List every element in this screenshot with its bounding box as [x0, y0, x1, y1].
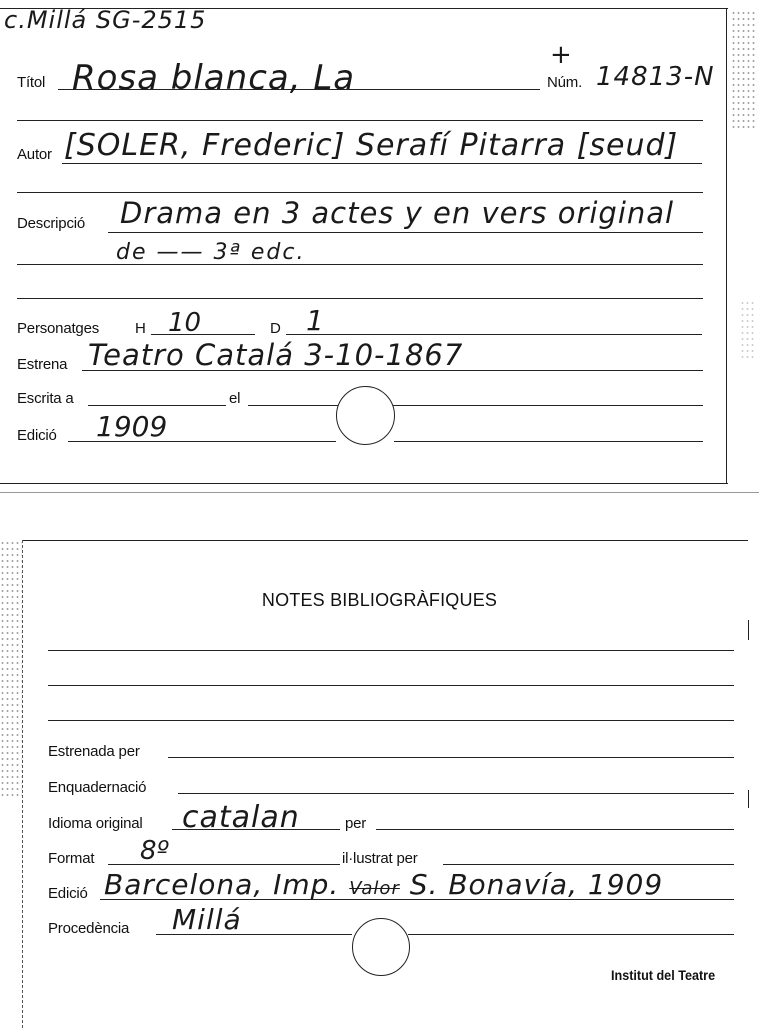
edicio2-label: Edició	[48, 885, 88, 902]
ruled-line	[48, 650, 734, 651]
estrena-label: Estrena	[17, 356, 68, 373]
notes-title: NOTES BIBLIOGRÀFIQUES	[261, 590, 498, 610]
edicio-line-right	[394, 441, 703, 442]
format-value: 8º	[140, 836, 169, 866]
num-label: Núm.	[547, 74, 583, 91]
scan-noise	[0, 540, 22, 800]
estrenada-label: Estrenada per	[48, 743, 140, 760]
illustrat-label: il·lustrat per	[342, 850, 418, 867]
ruled-line	[17, 192, 703, 193]
h-label: H	[135, 320, 146, 337]
card2-top-border	[22, 540, 748, 541]
illustrat-line	[443, 864, 734, 865]
escrita-line	[88, 405, 226, 406]
header-note: c.Millá SG-2515	[4, 6, 207, 34]
descripcio-line2: de —— 3ª edc.	[116, 240, 306, 265]
d-value: 1	[306, 304, 324, 337]
titol-label: Títol	[17, 74, 46, 91]
el-label: el	[229, 390, 241, 407]
estrenada-line	[168, 757, 734, 758]
enquadernacio-label: Enquadernació	[48, 779, 147, 796]
d-label: D	[270, 320, 281, 337]
card1-right-border	[726, 8, 727, 484]
edicio-label: Edició	[17, 427, 57, 444]
estrena-value: Teatro Catalá 3-10-1867	[88, 338, 464, 372]
h-line	[151, 334, 255, 335]
ruled-line	[48, 685, 734, 686]
ruled-line	[48, 720, 734, 721]
scan-noise	[731, 10, 757, 130]
num-value: 14813-N	[596, 62, 715, 92]
edge-mark	[748, 620, 749, 640]
cross-mark: +	[550, 40, 572, 70]
card1-bottom-border	[0, 483, 728, 484]
edicio2-struck: Valor	[349, 878, 400, 899]
personatges-label: Personatges	[17, 320, 100, 337]
descripcio-line	[108, 232, 703, 233]
punch-hole	[352, 918, 410, 976]
idioma-label: Idioma original	[48, 815, 143, 832]
format-label: Format	[48, 850, 95, 867]
institution-footer: Institut del Teatre	[611, 967, 716, 983]
ruled-line	[17, 298, 703, 299]
autor-line	[62, 163, 702, 164]
titol-value: Rosa blanca, La	[72, 58, 356, 98]
edicio2-value-b: S. Bonavía, 1909	[409, 868, 664, 901]
el-line	[248, 405, 703, 406]
h-value: 10	[168, 308, 202, 338]
separator-line	[0, 492, 759, 493]
scan-noise	[740, 300, 756, 360]
autor-label: Autor	[17, 146, 52, 163]
ruled-line	[17, 120, 703, 121]
edge-mark	[748, 790, 749, 808]
escrita-label: Escrita a	[17, 390, 74, 407]
procedencia-line-right	[408, 934, 734, 935]
enquadernacio-line	[178, 793, 734, 794]
descripcio-line1: Drama en 3 actes y en vers original	[120, 196, 675, 230]
idioma-value: catalan	[182, 800, 300, 835]
edicio2-value	[104, 868, 663, 901]
per-line	[376, 829, 734, 830]
procedencia-value: Millá	[172, 903, 242, 936]
d-line	[286, 334, 702, 335]
card2-left-border	[22, 540, 23, 1028]
punch-hole	[336, 386, 395, 445]
per-label: per	[345, 815, 367, 832]
descripcio-label: Descripció	[17, 215, 86, 232]
autor-value: [SOLER, Frederic] Serafí Pitarra [seud]	[64, 128, 679, 163]
procedencia-label: Procedència	[48, 920, 130, 937]
edicio2-value-a: Barcelona, Imp.	[104, 868, 340, 901]
edicio-value: 1909	[96, 410, 168, 443]
